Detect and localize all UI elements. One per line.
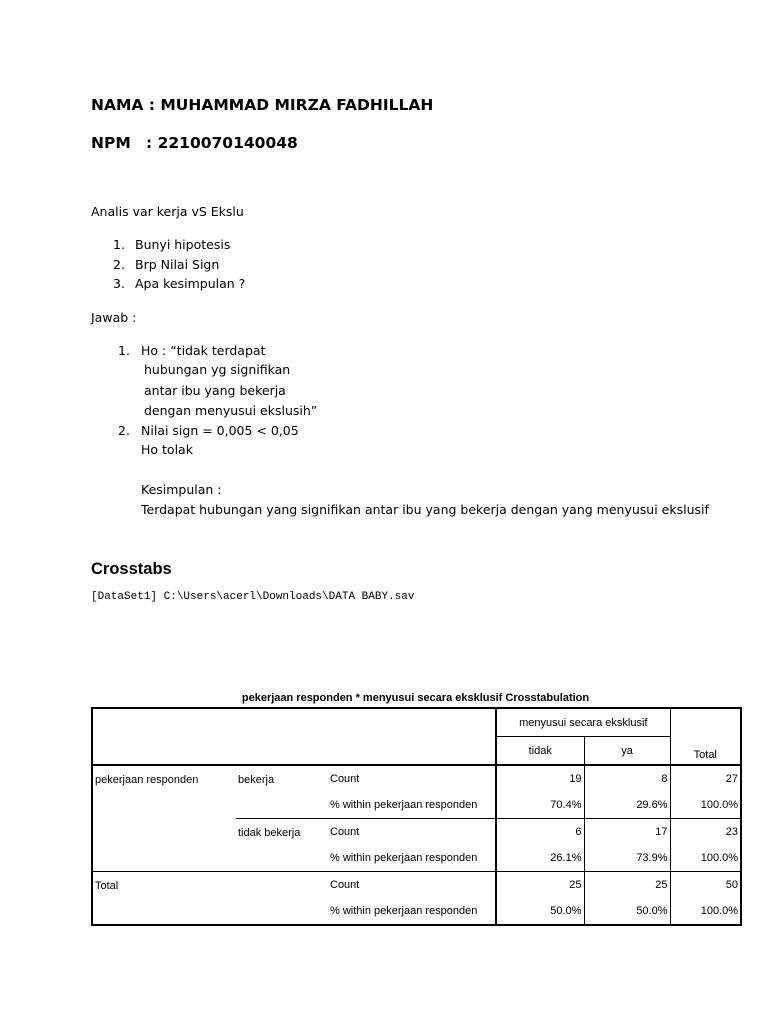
- cell-value: 29.6%: [584, 792, 670, 819]
- npm-value: : 2210070140048: [146, 134, 298, 152]
- crosstabs-heading: Crosstabs: [91, 560, 172, 578]
- cell-value: 8: [584, 765, 670, 792]
- cell-value: 19: [496, 765, 584, 792]
- table-title: pekerjaan responden * menyusui secara eksklusif Crosstabulation: [241, 692, 590, 704]
- cell-value: 73.9%: [584, 845, 670, 872]
- cell-value: 23: [670, 819, 741, 846]
- answer-number: 2.: [118, 423, 130, 438]
- statistic-label: % within pekerjaan responden: [330, 852, 478, 864]
- question-1: Bunyi hipotesis: [135, 237, 231, 252]
- table-row: [92, 872, 741, 899]
- cell-value: 100.0%: [670, 898, 741, 925]
- ho-decision: Ho tolak: [141, 442, 193, 457]
- question-number: 3.: [113, 276, 125, 291]
- jawab-label: Jawab :: [91, 310, 137, 325]
- cell-value: 17: [584, 819, 670, 846]
- statistic-label: Count: [330, 773, 360, 785]
- cell-value: 6: [496, 819, 584, 846]
- hypothesis-line: dengan menyusui ekslusih”: [144, 403, 318, 418]
- question-2: Brp Nilai Sign: [135, 257, 220, 272]
- column-group-header: menyusui secara eksklusif: [496, 708, 670, 737]
- column-header-tidak: tidak: [496, 737, 584, 766]
- cell-value: 50.0%: [584, 898, 670, 925]
- table-row: [92, 765, 741, 792]
- crosstab-table: [91, 707, 742, 926]
- cell-value: 100.0%: [670, 845, 741, 872]
- cell-value: 25: [584, 872, 670, 899]
- intro-text: Analis var kerja vS Ekslu: [91, 204, 244, 219]
- statistic-label: % within pekerjaan responden: [330, 905, 478, 917]
- table-header-row: [92, 708, 741, 737]
- row-variable-label: pekerjaan responden: [95, 774, 199, 786]
- question-number: 2.: [113, 257, 125, 272]
- corner-cell: [92, 708, 496, 765]
- conclusion-label: Kesimpulan :: [141, 482, 222, 497]
- answer-number: 1.: [118, 343, 130, 358]
- cell-value: 26.1%: [496, 845, 584, 872]
- row-category-tidak-bekerja: tidak bekerja: [236, 819, 328, 872]
- significance-value: Nilai sign = 0,005 < 0,05: [141, 423, 299, 438]
- row-total-label: Total: [92, 872, 328, 926]
- cell-value: 50.0%: [496, 898, 584, 925]
- statistic-label: Count: [328, 872, 496, 899]
- cell-value: 27: [670, 765, 741, 792]
- hypothesis-line: Ho : “tidak terdapat: [141, 343, 266, 358]
- conclusion-text: Terdapat hubungan yang signifikan antar ibu yang bekerja dengan yang menyusui ekslusif: [141, 502, 709, 517]
- statistic-label: % within pekerjaan responden: [330, 799, 478, 811]
- column-header-total: Total: [670, 708, 741, 765]
- cell-value: 100.0%: [670, 792, 741, 819]
- hypothesis-line: hubungan yg signifikan: [144, 362, 291, 377]
- cell-value: 25: [496, 872, 584, 899]
- row-category-bekerja: bekerja: [238, 774, 275, 786]
- student-name: NAMA : MUHAMMAD MIRZA FADHILLAH: [91, 96, 434, 114]
- cell-value: 50: [670, 872, 741, 899]
- question-3: Apa kesimpulan ?: [135, 276, 246, 291]
- cell-value: 70.4%: [496, 792, 584, 819]
- hypothesis-line: antar ibu yang bekerja: [144, 383, 286, 398]
- statistic-label: Count: [328, 819, 496, 846]
- column-header-ya: ya: [584, 737, 670, 766]
- npm-label: NPM: [91, 134, 131, 152]
- question-number: 1.: [113, 237, 125, 252]
- dataset-path: [DataSet1] C:\Users\acerl\Downloads\DATA BABY.sav: [91, 591, 415, 603]
